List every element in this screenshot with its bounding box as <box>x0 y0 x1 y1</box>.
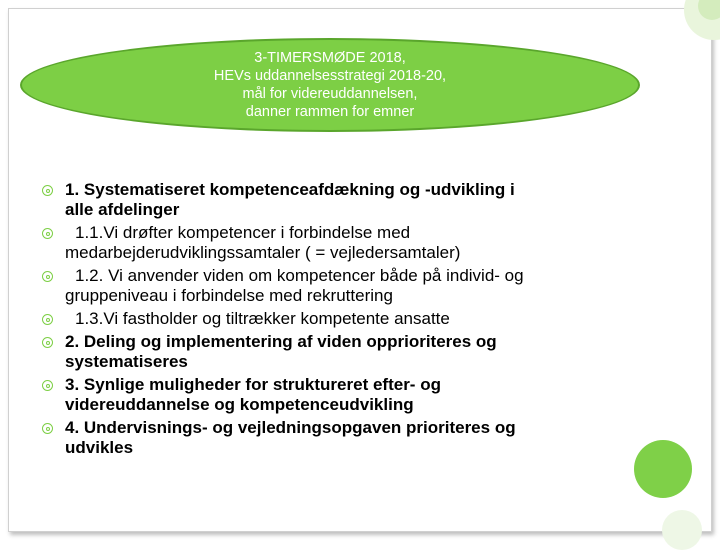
list-item <box>40 266 660 306</box>
list-item-line: systematiseres <box>65 352 188 371</box>
list-item-line: 2. Deling og implementering af viden opprioriteres og <box>65 332 497 351</box>
list-item-line: 4. Undervisnings- og vejledningsopgaven prioriteres og <box>65 418 516 437</box>
list-item <box>40 375 660 415</box>
decor-circle-bottom-right-light <box>662 510 702 550</box>
ring-bullet-icon <box>42 185 53 196</box>
list-item-line: videreuddannelse og kompetenceudvikling <box>65 395 414 414</box>
list-item-line: alle afdelinger <box>65 200 180 219</box>
list-item <box>40 223 660 263</box>
list-item-line: 3. Synlige muligheder for struktureret efter- og <box>65 375 441 394</box>
bullet-list <box>40 180 660 461</box>
list-item-line: gruppeniveau i forbindelse med rekruttering <box>65 286 393 305</box>
ring-bullet-icon <box>42 314 53 325</box>
ring-bullet-icon <box>42 271 53 282</box>
list-item-line: 1. Systematiseret kompetenceafdækning og -udvikling i <box>65 180 515 199</box>
header-line-4: danner rammen for emner <box>245 104 415 120</box>
header-ellipse <box>20 38 640 132</box>
header-line-2: HEVs uddannelsesstrategi 2018-20, <box>213 68 447 84</box>
ring-bullet-icon <box>42 380 53 391</box>
header-line-1: 3-TIMERSMØDE 2018, <box>254 50 406 66</box>
ring-bullet-icon <box>42 337 53 348</box>
list-item <box>40 332 660 372</box>
list-item <box>40 418 660 458</box>
list-item-line: 1.1.Vi drøfter kompetencer i forbindelse med <box>75 223 411 242</box>
ring-bullet-icon <box>42 423 53 434</box>
list-item-line: 1.3.Vi fastholder og tiltrækker kompetente ansatte <box>75 309 450 328</box>
header-line-3: mål for videreuddannelsen, <box>242 86 418 102</box>
list-item <box>40 180 660 220</box>
ring-bullet-icon <box>42 228 53 239</box>
list-item-line: medarbejderudviklingssamtaler ( = vejledersamtaler) <box>65 243 461 262</box>
list-item-line: 1.2. Vi anvender viden om kompetencer både på individ- og <box>75 266 524 285</box>
list-item-line: udvikles <box>65 438 134 457</box>
list-item <box>40 309 660 329</box>
